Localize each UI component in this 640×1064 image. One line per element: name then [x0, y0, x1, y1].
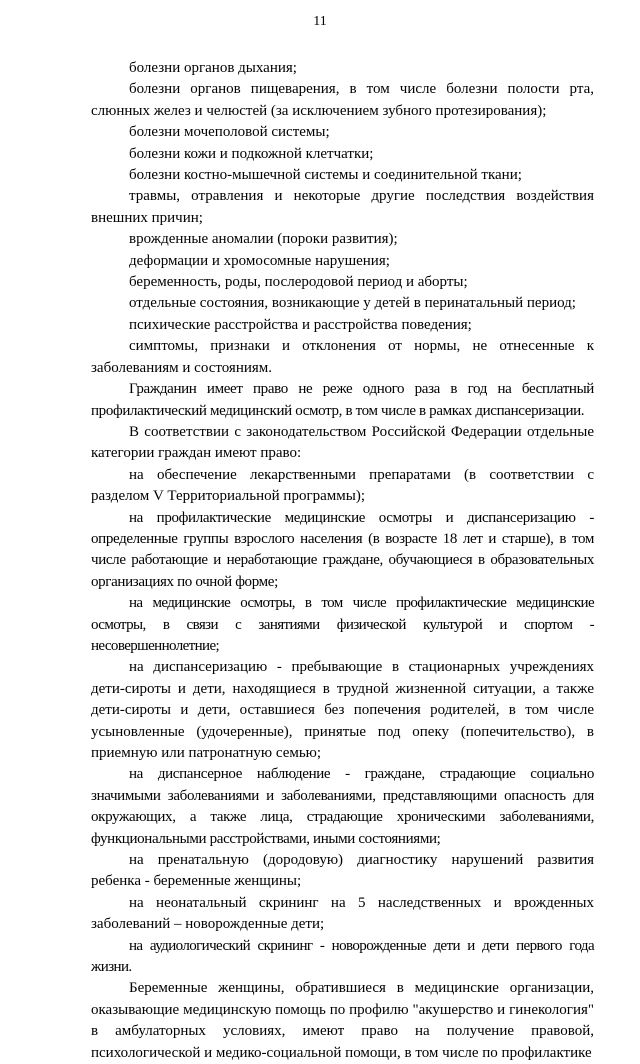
paragraph: В соответствии с законодательством Российской Федерации отдельные категории граждан имеют право: [91, 423, 594, 462]
paragraph: отдельные состояния, возникающие у детей в перинатальный период; [129, 295, 576, 312]
paragraph: болезни костно-мышечной системы и соединительной ткани; [129, 167, 522, 184]
paragraph: болезни органов дыхания; [129, 60, 297, 76]
page-number: 11 [313, 14, 327, 29]
paragraph: болезни органов пищеварения, в том числе болезни полости рта, слюнных желез и челюстей (за исключением зубного протезирования); [91, 81, 594, 119]
paragraph: психические расстройства и расстройства поведения; [129, 316, 472, 333]
document-body [91, 58, 594, 1064]
paragraph: на обеспечение лекарственными препаратами (в соответствии с разделом V Территориальной программы); [91, 466, 594, 505]
paragraph: Гражданин имеет право не реже одного раза в год на бесплатный профилактический медицинский осмотр, в том числе в рамках диспансеризации. [91, 381, 594, 419]
paragraph: болезни мочеполовой системы; [129, 124, 330, 141]
paragraph: врожденные аномалии (пороки развития); [129, 231, 398, 248]
paragraph: беременность, роды, послеродовой период и аборты; [129, 274, 468, 291]
paragraph: на диспансеризацию - пребывающие в стационарных учреждениях дети-сироты и дети, находящиеся в трудной жизненной ситуации, а также дети-сироты и дети, оставшиеся без попечения родителей, в том числе усыновленные (удочеренные), принятые под опеку (попечительство), в приемную или патронатную семью; [91, 659, 594, 761]
paragraph: на медицинские осмотры, в том числе профилактические медицинские осмотры, в связи с занятиями физической культурой и спортом - несовершеннолетние; [91, 595, 594, 654]
paragraph: травмы, отравления и некоторые другие последствия воздействия внешних причин; [91, 188, 594, 226]
paragraph: на пренатальную (дородовую) диагностику нарушений развития ребенка - беременные женщины; [91, 852, 594, 890]
paragraph: болезни кожи и подкожной клетчатки; [129, 145, 374, 162]
paragraph: на профилактические медицинские осмотры и диспансеризацию - определенные группы взрослого населения (в возрасте 18 лет и старше), в том числе работающие и неработающие граждане, обучающиеся в образовательных организациях по очной форме; [91, 509, 594, 590]
paragraph: Беременные женщины, обратившиеся в медицинские организации, оказывающие медицинскую помощь по профилю "акушерство и гинекология" в амбулаторных условиях, имеют право на получение правовой, психологической и медико-социальной помощи, в том числе по профилактике [91, 980, 594, 1061]
paragraph: деформации и хромосомные нарушения; [129, 252, 390, 269]
paragraph: на диспансерное наблюдение - граждане, страдающие социально значимыми заболеваниями и заболеваниями, представляющими опасность для окружающих, а также лица, страдающие хроническими заболеваниями, функциональными расстройствами, иными состояниями; [91, 766, 594, 847]
paragraph: на аудиологический скрининг - новорожденные дети и дети первого года жизни. [91, 937, 594, 976]
paragraph: на неонатальный скрининг на 5 наследственных и врожденных заболеваний – новорожденные дети; [91, 894, 594, 933]
paragraph: симптомы, признаки и отклонения от нормы, не отнесенные к заболеваниям и состояниям. [91, 338, 594, 376]
